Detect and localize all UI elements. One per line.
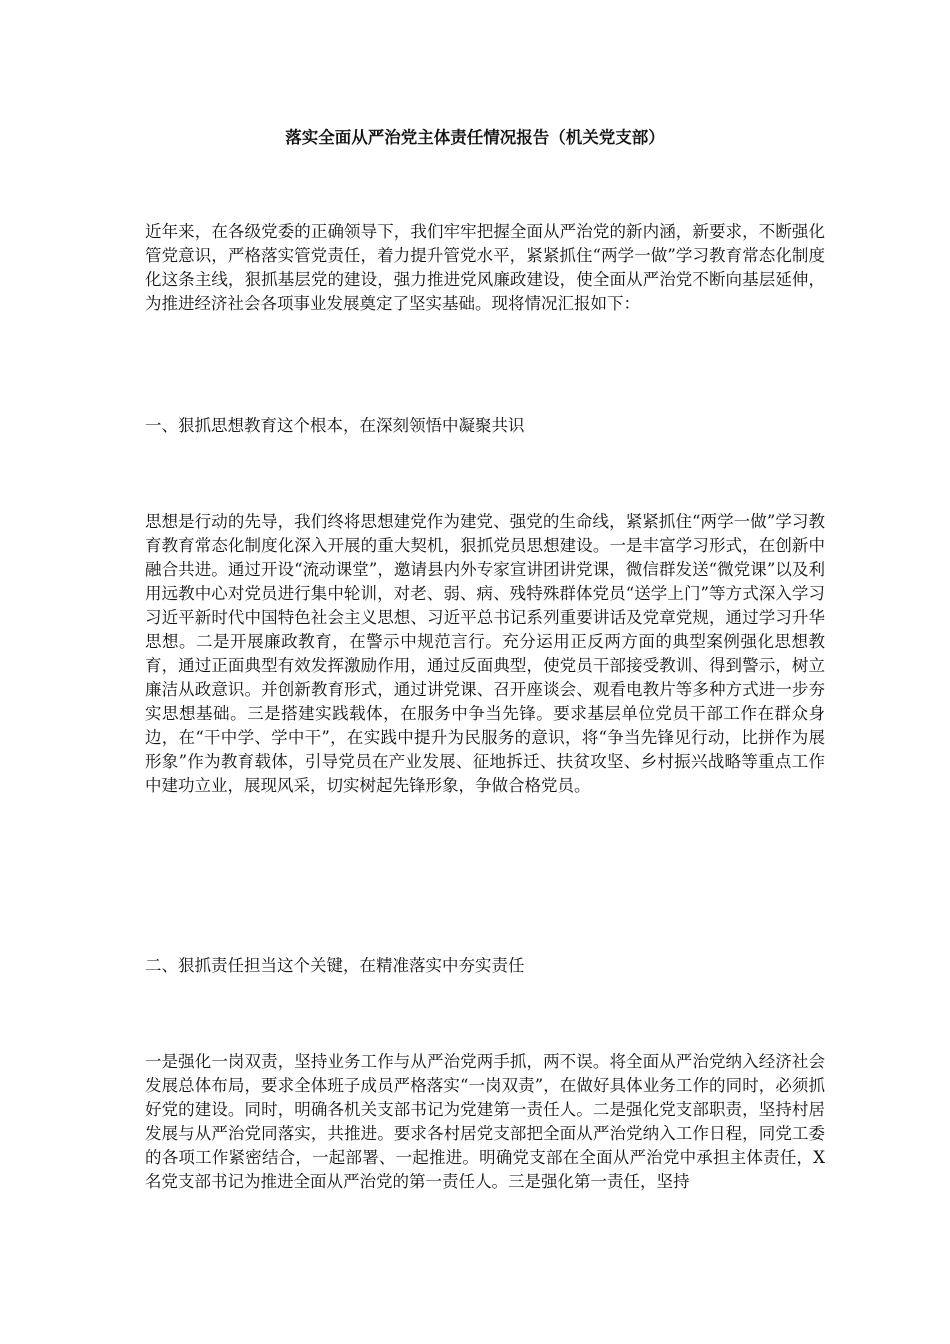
section-2-heading: 二、狠抓责任担当这个关键，在精准落实中夯实责任	[145, 956, 525, 975]
document-title: 落实全面从严治党主体责任情况报告（机关党支部）	[285, 128, 665, 147]
intro-paragraph: 近年来，在各级党委的正确领导下，我们牢牢把握全面从严治党的新内涵，新要求，不断强化管党意识，严格落实管党责任，着力提升管党水平，紧紧抓住“两学一做”学习教育常态化制度化这条主线，狠抓基层党的建设，强力推进党风廉政建设，使全面从严治党不断向基层延伸，为推进经济社会各项事业发展奠定了坚实基础。现将情况汇报如下：	[145, 222, 825, 313]
section-1-body: 思想是行动的先导，我们终将思想建党作为建党、强党的生命线，紧紧抓住“两学一做”学习教育教育常态化制度化深入开展的重大契机，狠抓党员思想建设。一是丰富学习形式，在创新中融合共进。通过开设“流动课堂”，邀请县内外专家宣讲团讲党课，微信群发送“微党课”以及利用远教中心对党员进行集中轮训，对老、弱、病、残特殊群体党员“送学上门”等方式深入学习习近平新时代中国特色社会主义思想、习近平总书记系列重要讲话及党章党规，通过学习升华思想。二是开展廉政教育，在警示中规范言行。充分运用正反两方面的典型案例强化思想教育，通过正面典型有效发挥激励作用，通过反面典型，使党员干部接受教训、得到警示，树立廉洁从政意识。并创新教育形式，通过讲党课、召开座谈会、观看电教片等多种方式进一步夯实思想基础。三是搭建实践载体，在服务中争当先锋。要求基层单位党员干部工作在群众身边，在“干中学、学中干”，在实践中提升为民服务的意识，将“争当先锋见行动，比拼作为展形象”作为教育载体，引导党员在产业发展、征地拆迁、扶贫攻坚、乡村振兴战略等重点工作中建功立业，展现风采，切实树起先锋形象，争做合格党员。	[145, 512, 825, 795]
section-2-body: 一是强化一岗双责，坚持业务工作与从严治党两手抓，两不误。将全面从严治党纳入经济社会发展总体布局，要求全体班子成员严格落实“一岗双责”，在做好具体业务工作的同时，必须抓好党的建设。同时，明确各机关支部书记为党建第一责任人。二是强化党支部职责，坚持村居发展与从严治党同落实，共推进。要求各村居党支部把全面从严治党纳入工作日程，同党工委的各项工作紧密结合，一起部署、一起推进。明确党支部在全面从严治党中承担主体责任，X名党支部书记为推进全面从严治党的第一责任人。三是强化第一责任，坚持	[145, 1052, 825, 1191]
section-1-heading: 一、狠抓思想教育这个根本，在深刻领悟中凝聚共识	[145, 416, 525, 435]
